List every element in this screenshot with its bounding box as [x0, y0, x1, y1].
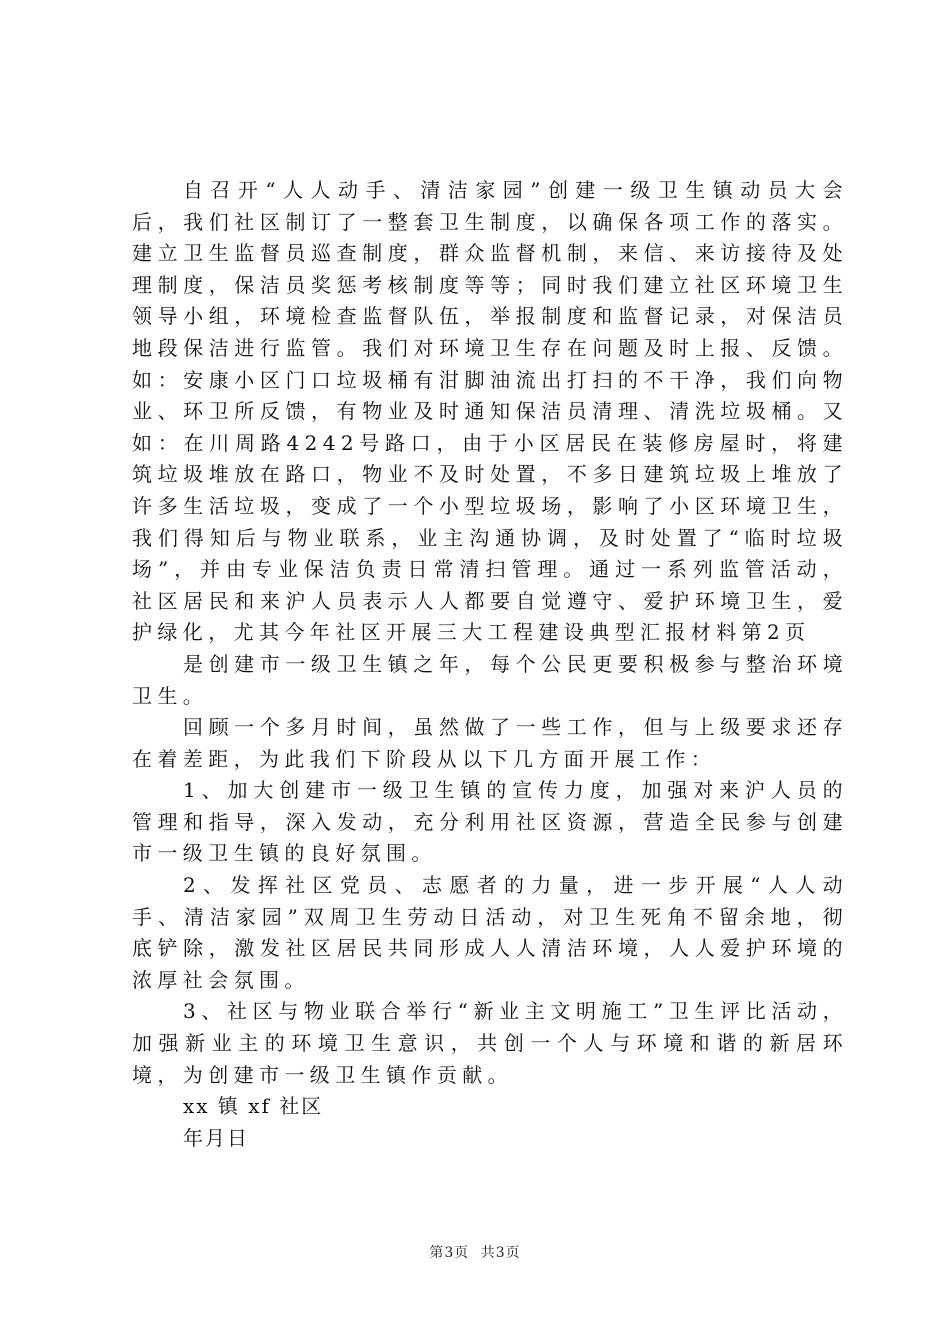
document-body — [132, 175, 848, 1154]
page-footer — [0, 1242, 950, 1262]
paragraph-review: 回顾一个多月时间，虽然做了一些工作，但与上级要求还存在着差距，为此我们下阶段从以下几方面开展工作： — [132, 715, 848, 771]
paragraph-item-1: 1、加大创建市一级卫生镇的宣传力度，加强对来沪人员的管理和指导，深入发动，充分利用社区资源，营造全民参与创建市一级卫生镇的良好氛围。 — [132, 778, 848, 866]
signature-date: 年月日 — [183, 1125, 249, 1150]
paragraph-report-body: 自召开“人人动手、清洁家园”创建一级卫生镇动员大会后，我们社区制订了一整套卫生制度，以确保各项工作的落实。建立卫生监督员巡查制度，群众监督机制，来信、来访接待及处理制度，保洁员奖惩考核制度等等；同时我们建立社区环境卫生领导小组，环境检查监督队伍，举报制度和监督记录，对保洁员地段保洁进行监管。我们对环境卫生存在问题及时上报、反馈。如：安康小区门口垃圾桶有泔脚油流出打扫的不干净，我们向物业、环卫所反馈，有物业及时通知保洁员清理、清洗垃圾桶。又如：在川周路4242号路口，由于小区居民在装修房屋时，将建筑垃圾堆放在路口，物业不及时处置，不多日建筑垃圾上堆放了许多生活垃圾，变成了一个小型垃圾场，影响了小区环境卫生，我们得知后与物业联系，业主沟通协调，及时处置了“临时垃圾场”，并由专业保洁负责日常清扫管理。通过一系列监管活动，社区居民和来沪人员表示人人都要自觉遵守、爱护环境卫生，爱护绿化，尤其今年社区开展三大工程建设典型汇报材料第2页 — [132, 178, 848, 645]
signature-org: xx 镇 xf 社区 — [183, 1094, 324, 1119]
paragraph-item-2: 2、发挥社区党员、志愿者的力量，进一步开展“人人动手、清洁家园”双周卫生劳动日活动，对卫生死角不留余地，彻底铲除，激发社区居民共同形成人人清洁环境，人人爱护环境的浓厚社会氛围。 — [132, 873, 848, 992]
paragraph-continuation: 是创建市一级卫生镇之年，每个公民更要积极参与整治环境卫生。 — [132, 651, 848, 708]
page-indicator: 第3页 共3页 — [429, 1245, 521, 1261]
paragraph-item-3: 3、社区与物业联合举行“新业主文明施工”卫生评比活动，加强新业主的环境卫生意识，共创一个人与环境和谐的新居环境，为创建市一级卫生镇作贡献。 — [132, 999, 848, 1087]
